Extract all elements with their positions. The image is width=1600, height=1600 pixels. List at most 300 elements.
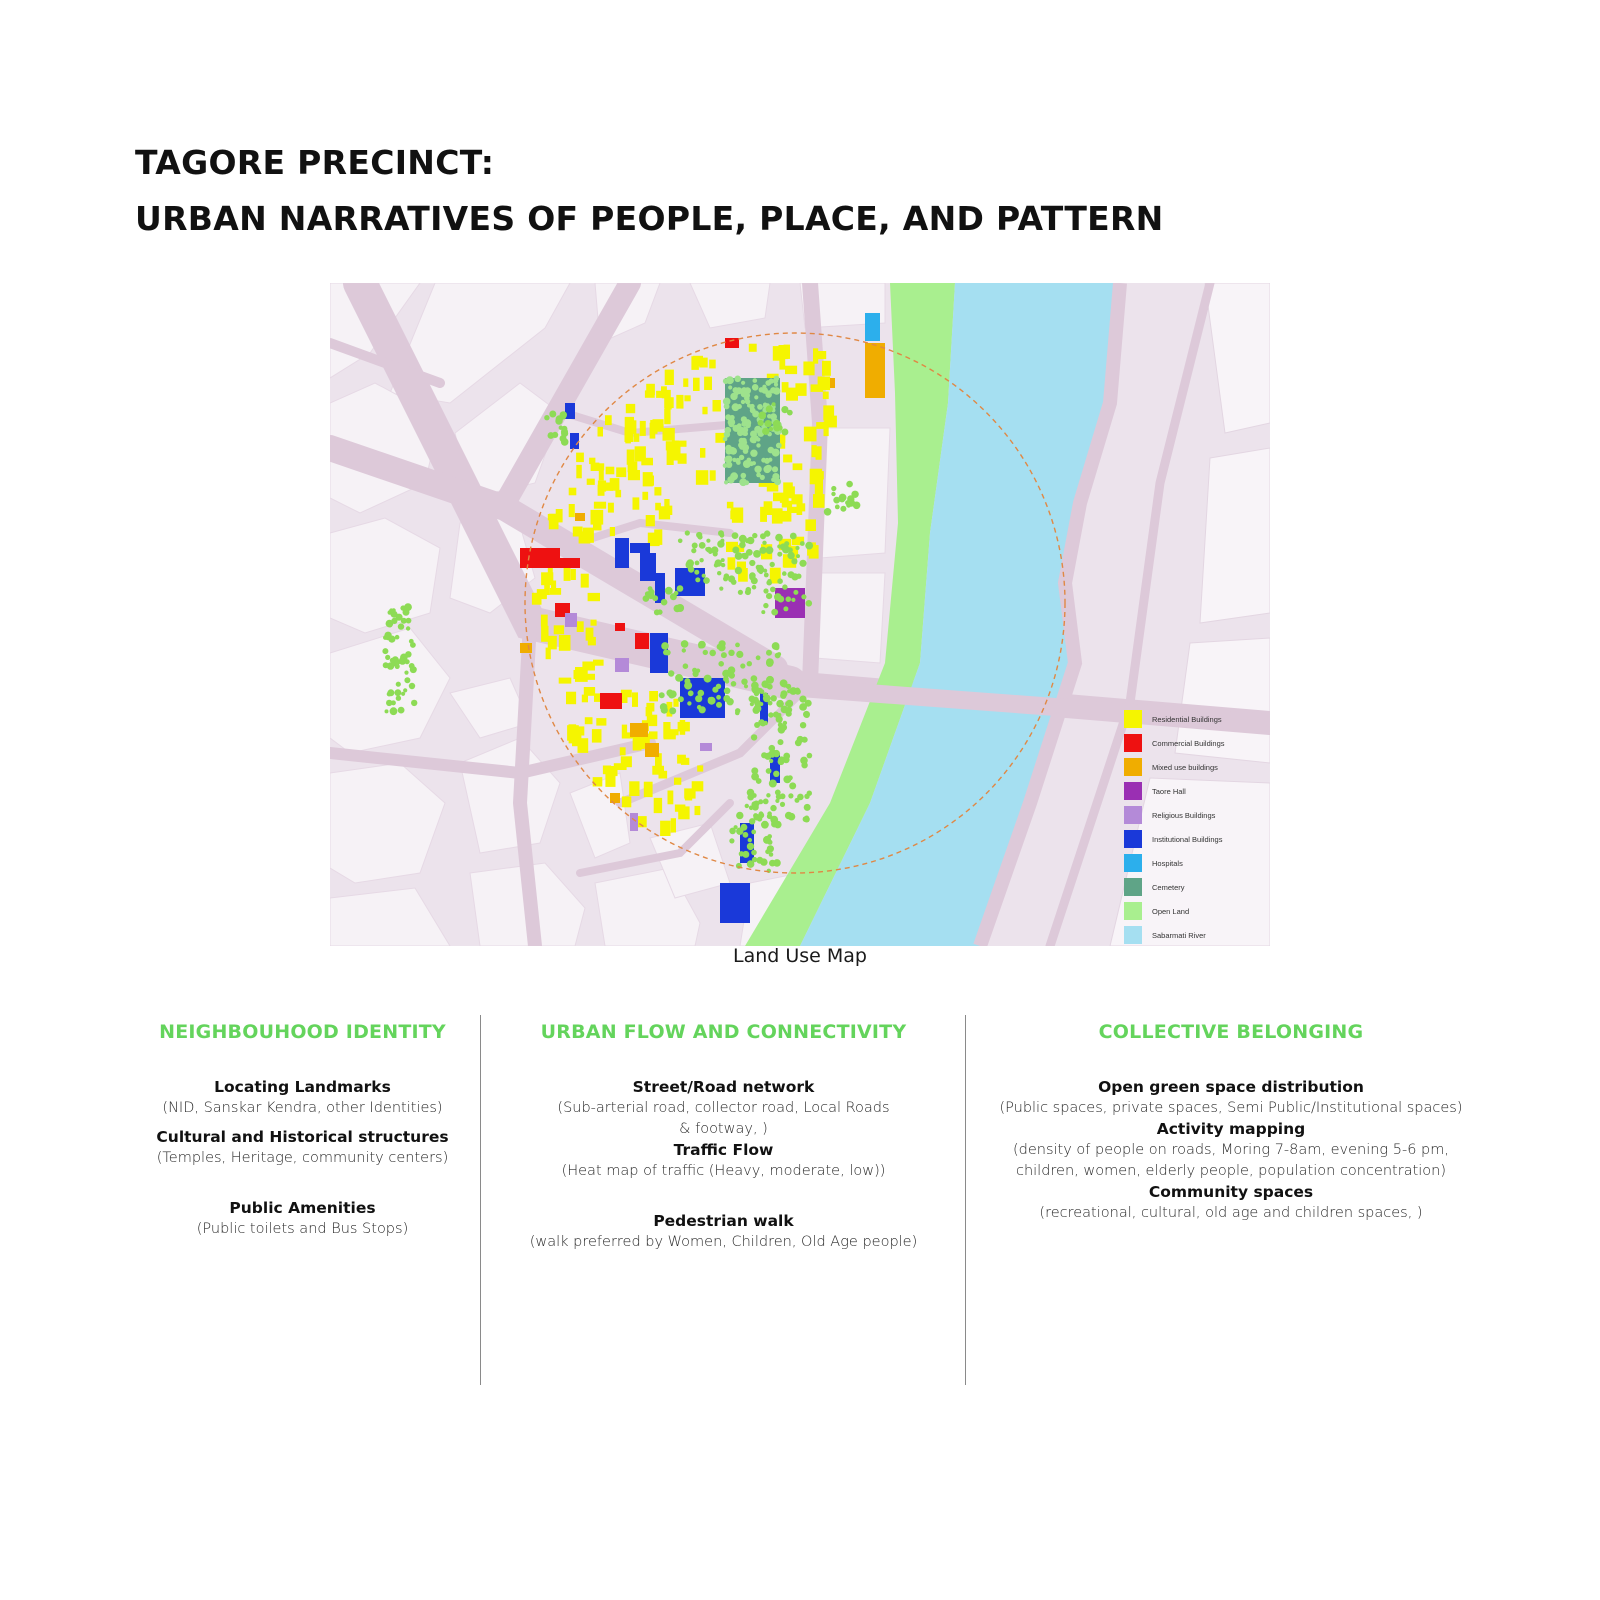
tree — [555, 417, 562, 424]
tree — [696, 532, 702, 538]
residential-building — [594, 502, 606, 509]
legend-label: Commercial Buildings — [1152, 738, 1225, 748]
tree — [721, 654, 725, 658]
tree — [678, 539, 683, 544]
tree — [791, 598, 795, 602]
tree — [687, 701, 691, 705]
residential-building — [818, 377, 831, 391]
tree — [790, 784, 795, 789]
tree — [692, 668, 697, 673]
residential-building — [596, 718, 606, 726]
tree — [756, 655, 761, 660]
residential-building — [813, 494, 825, 508]
tree — [831, 492, 835, 496]
tree — [751, 675, 758, 682]
residential-building — [605, 415, 612, 425]
tree — [752, 411, 759, 418]
tree — [771, 819, 775, 823]
tree — [751, 850, 757, 856]
tree — [737, 404, 742, 409]
theme-item-desc: (density of people on roads, Moring 7-8am, evening 5-6 pm, children, women, elderly people, population concentration) — [1013, 1142, 1449, 1179]
residential-building — [818, 479, 824, 490]
theme-item-desc: (recreational, cultural, old age and children spaces, ) — [1039, 1205, 1423, 1221]
tree — [749, 560, 755, 566]
legend-label: Mixed use buildings — [1152, 762, 1218, 772]
residential-building — [633, 739, 642, 750]
tree — [763, 569, 767, 573]
theme-item — [491, 1211, 956, 1253]
column-body — [125, 1077, 480, 1240]
institutional-building — [570, 433, 579, 449]
tree — [735, 711, 740, 716]
tree — [754, 466, 761, 473]
residential-building — [661, 386, 667, 397]
commercial-building — [560, 558, 580, 568]
column-heading: NEIGHBOUHOOD IDENTITY — [159, 1021, 446, 1043]
residential-building — [684, 395, 690, 401]
residential-building — [663, 428, 675, 441]
theme-item-title: Pedestrian walk — [653, 1212, 794, 1230]
tree — [780, 802, 785, 807]
tree — [752, 461, 756, 465]
tree — [659, 692, 665, 698]
tree — [783, 753, 790, 760]
residential-building — [569, 488, 577, 496]
tree — [757, 816, 762, 821]
hospital — [865, 313, 880, 341]
tree — [714, 563, 719, 568]
tree — [404, 677, 410, 683]
residential-building — [677, 755, 686, 764]
tree — [853, 502, 861, 510]
column-neighbourhood-identity — [125, 1015, 480, 1385]
theme-item-title: Open green space distribution — [1098, 1078, 1364, 1096]
tree — [721, 558, 725, 562]
theme-item-title: Community spaces — [1148, 1183, 1314, 1201]
map-legend — [1124, 707, 1254, 946]
residential-building — [549, 514, 559, 530]
title-line-2: URBAN NARRATIVES OF PEOPLE, PLACE, AND PATTERN — [135, 199, 1164, 238]
tree — [760, 858, 767, 865]
residential-building — [581, 574, 589, 588]
tree — [703, 650, 708, 655]
residential-building — [816, 446, 822, 460]
commercial-building — [615, 623, 625, 631]
theme-item-desc: (NID, Sanskar Kendra, other Identities) — [162, 1100, 443, 1116]
tree — [790, 533, 797, 540]
tree — [405, 651, 411, 657]
tree — [730, 472, 738, 480]
tree — [801, 594, 806, 599]
tree — [759, 547, 766, 554]
tree — [746, 587, 752, 593]
tree — [726, 462, 732, 468]
tree — [769, 780, 777, 788]
mixed-use-building — [830, 378, 835, 388]
residential-building — [646, 707, 653, 716]
residential-building — [676, 395, 683, 409]
tree — [749, 818, 755, 824]
tree — [768, 712, 773, 717]
tree — [688, 566, 694, 572]
residential-building — [727, 502, 734, 509]
tree — [775, 653, 781, 659]
tree — [786, 684, 791, 689]
tree — [772, 466, 778, 472]
tree — [748, 838, 752, 842]
residential-building — [697, 765, 703, 771]
tree — [559, 426, 563, 430]
tree — [742, 444, 749, 451]
theme-item — [135, 1127, 470, 1169]
tree — [560, 411, 567, 418]
residential-building — [816, 422, 824, 429]
tree — [561, 438, 569, 446]
legend-swatch — [1124, 782, 1142, 800]
tree — [764, 573, 769, 578]
residential-building — [709, 360, 716, 369]
legend-label: Hospitals — [1152, 858, 1183, 868]
tree — [723, 695, 730, 702]
tree — [782, 584, 787, 589]
tree — [760, 413, 766, 419]
tree — [764, 530, 770, 536]
tree — [758, 420, 764, 426]
tree — [763, 588, 768, 593]
residential-building — [671, 818, 676, 832]
tree — [788, 813, 796, 821]
commercial-building — [635, 633, 649, 649]
residential-building — [591, 620, 597, 626]
legend-label: Institutional Buildings — [1152, 834, 1223, 844]
tree — [731, 681, 737, 687]
residential-building — [665, 398, 672, 409]
tree — [736, 812, 743, 819]
tree — [795, 546, 799, 550]
tree — [800, 722, 806, 728]
tree — [668, 670, 674, 676]
residential-building — [674, 778, 681, 785]
column-heading: COLLECTIVE BELONGING — [1098, 1021, 1364, 1043]
religious-building — [700, 743, 712, 751]
residential-building — [692, 781, 704, 791]
tree — [391, 618, 397, 624]
theme-item-desc: (Sub-arterial road, collector road, Local Roads & footway, ) — [557, 1100, 890, 1137]
residential-building — [537, 589, 547, 599]
residential-building — [571, 569, 576, 580]
residential-building — [654, 798, 662, 813]
tree — [770, 805, 776, 811]
theme-item-desc: (Public spaces, private spaces, Semi Public/Institutional spaces) — [999, 1100, 1463, 1116]
tree — [404, 603, 412, 611]
theme-item-desc: (Heat map of traffic (Heavy, moderate, low)) — [561, 1163, 886, 1179]
tree — [741, 679, 747, 685]
tree — [724, 404, 730, 410]
column-body — [481, 1077, 966, 1253]
tree — [833, 497, 840, 504]
tree — [717, 540, 724, 547]
residential-building — [541, 626, 548, 642]
legend-label: Taore Hall — [1152, 786, 1186, 796]
tree — [739, 455, 744, 460]
tree — [759, 702, 763, 706]
tree — [725, 427, 732, 434]
tree — [702, 574, 706, 578]
tree — [734, 376, 741, 383]
residential-building — [678, 453, 687, 463]
residential-building — [813, 348, 818, 363]
tree — [708, 697, 713, 702]
legend-item-religious — [1124, 803, 1254, 827]
legend-item-river — [1124, 923, 1254, 946]
tree — [775, 799, 779, 803]
tree — [686, 559, 694, 567]
tree — [396, 696, 401, 701]
tree — [776, 443, 782, 449]
tree — [766, 392, 772, 398]
residential-building — [695, 806, 701, 815]
residential-building — [586, 628, 594, 641]
residential-building — [579, 531, 591, 543]
tree — [766, 593, 772, 599]
tree — [846, 481, 853, 488]
residential-building — [594, 463, 604, 470]
institutional-building — [630, 543, 650, 553]
residential-building — [621, 690, 632, 698]
tree — [752, 384, 759, 391]
residential-building — [622, 796, 631, 807]
tree — [682, 648, 686, 652]
tree — [741, 540, 745, 544]
tree — [799, 703, 807, 711]
tree — [764, 458, 770, 464]
tree — [777, 596, 784, 603]
tree — [387, 692, 392, 697]
tree — [769, 860, 776, 867]
residential-building — [784, 345, 790, 359]
mixed-use-building — [630, 723, 648, 737]
residential-building — [646, 515, 655, 526]
tree — [767, 814, 772, 819]
residential-building — [772, 508, 783, 523]
residential-building — [598, 427, 604, 437]
legend-swatch — [1124, 854, 1142, 872]
tree — [657, 609, 662, 614]
residential-building — [589, 458, 595, 464]
residential-building — [785, 366, 797, 374]
residential-building — [605, 774, 615, 787]
tree — [799, 696, 806, 703]
tree — [803, 711, 810, 718]
tree — [807, 753, 813, 759]
tree — [726, 448, 732, 454]
tree — [666, 689, 673, 696]
residential-building — [566, 692, 576, 705]
tree — [781, 706, 789, 714]
tree — [404, 671, 408, 675]
tree — [771, 695, 777, 701]
tree — [698, 644, 702, 648]
tree — [804, 804, 811, 811]
residential-building — [764, 501, 773, 515]
tree — [754, 691, 759, 696]
residential-building — [654, 487, 661, 495]
legend-item-cemetery — [1124, 875, 1254, 899]
tree — [766, 793, 770, 797]
residential-building — [599, 470, 604, 481]
residential-building — [673, 699, 678, 707]
residential-building — [626, 404, 635, 413]
tree — [410, 666, 417, 673]
legend-label: Religious Buildings — [1152, 810, 1216, 820]
legend-label: Residential Buildings — [1152, 714, 1222, 724]
tree — [763, 692, 768, 697]
tree — [721, 563, 725, 567]
theme-item — [135, 1198, 470, 1240]
tree — [747, 458, 752, 463]
residential-building — [664, 408, 670, 424]
legend-swatch — [1124, 830, 1142, 848]
tree — [777, 578, 783, 584]
tree — [406, 626, 410, 630]
title-line-1: TAGORE PRECINCT: — [135, 143, 495, 182]
legend-swatch — [1124, 878, 1142, 896]
tree — [835, 505, 840, 510]
tree — [767, 845, 774, 852]
tree — [736, 651, 743, 658]
tree — [795, 798, 800, 803]
residential-building — [805, 519, 816, 531]
religious-building — [565, 613, 577, 627]
tree — [747, 843, 754, 850]
tree — [763, 603, 768, 608]
tree — [770, 587, 776, 593]
tree — [544, 415, 549, 420]
tree — [389, 608, 393, 612]
tree — [738, 590, 743, 595]
tree — [678, 696, 684, 702]
tree — [763, 466, 771, 474]
tree — [752, 804, 759, 811]
tree — [767, 579, 771, 583]
residential-building — [621, 756, 632, 767]
tree — [771, 609, 778, 616]
tree — [781, 690, 788, 697]
tree — [741, 473, 747, 479]
tree — [729, 672, 735, 678]
tree — [840, 506, 846, 512]
tagore-hall — [775, 588, 805, 618]
tree — [729, 838, 734, 843]
tree — [411, 700, 417, 706]
tree — [754, 395, 758, 399]
residential-building — [665, 506, 673, 515]
residential-building — [576, 453, 584, 463]
residential-building — [668, 791, 674, 805]
residential-building — [627, 450, 635, 465]
tree — [741, 400, 745, 404]
tree — [772, 402, 776, 406]
tree — [676, 604, 684, 612]
tree — [388, 636, 395, 643]
residential-building — [606, 467, 615, 475]
residential-building — [620, 747, 626, 755]
residential-building — [783, 455, 792, 463]
tree — [732, 547, 739, 554]
religious-building — [615, 658, 629, 672]
mixed-use-building — [865, 343, 885, 398]
residential-building — [678, 722, 690, 732]
tree — [796, 574, 801, 579]
tree — [767, 684, 773, 690]
tree — [766, 768, 772, 774]
residential-building — [632, 692, 638, 707]
tree — [745, 804, 749, 808]
tree — [739, 851, 744, 856]
tree — [699, 558, 703, 562]
residential-building — [649, 731, 658, 739]
tree — [762, 541, 766, 545]
tree — [745, 853, 750, 858]
tree — [395, 689, 402, 696]
tree — [735, 643, 740, 648]
residential-building — [787, 507, 798, 513]
tree — [730, 393, 737, 400]
tree — [745, 538, 750, 543]
tree — [704, 675, 712, 683]
tree — [746, 549, 753, 556]
residential-building — [584, 687, 595, 696]
tree — [787, 689, 791, 693]
residential-building — [728, 557, 736, 569]
residential-building — [818, 471, 824, 479]
residential-building — [665, 370, 674, 385]
tree — [742, 427, 748, 433]
tree — [781, 724, 788, 731]
tree — [387, 622, 392, 627]
residential-building — [783, 558, 789, 567]
tree — [747, 789, 755, 797]
legend-swatch — [1124, 806, 1142, 824]
land-use-map — [330, 283, 1270, 946]
residential-building — [691, 356, 699, 370]
tree — [770, 413, 777, 420]
tree — [777, 544, 781, 548]
tree — [744, 419, 752, 427]
residential-building — [700, 448, 705, 458]
residential-building — [646, 476, 654, 486]
tree — [764, 753, 771, 760]
theme-item-desc: (Temples, Heritage, community centers) — [156, 1150, 449, 1166]
tree — [751, 830, 756, 835]
tree — [395, 635, 400, 640]
theme-item — [491, 1140, 956, 1182]
theme-item-title: Activity mapping — [1156, 1120, 1306, 1138]
tree — [784, 541, 789, 546]
residential-building — [780, 493, 789, 503]
tree — [740, 663, 745, 668]
tree — [410, 642, 416, 648]
column-urban-flow — [480, 1015, 966, 1385]
tree — [660, 703, 668, 711]
tree — [709, 650, 716, 657]
religious-building — [630, 813, 638, 831]
tree — [765, 420, 772, 427]
tree — [747, 661, 752, 666]
tree — [383, 662, 389, 668]
residential-building — [572, 740, 582, 746]
tree — [549, 411, 556, 418]
